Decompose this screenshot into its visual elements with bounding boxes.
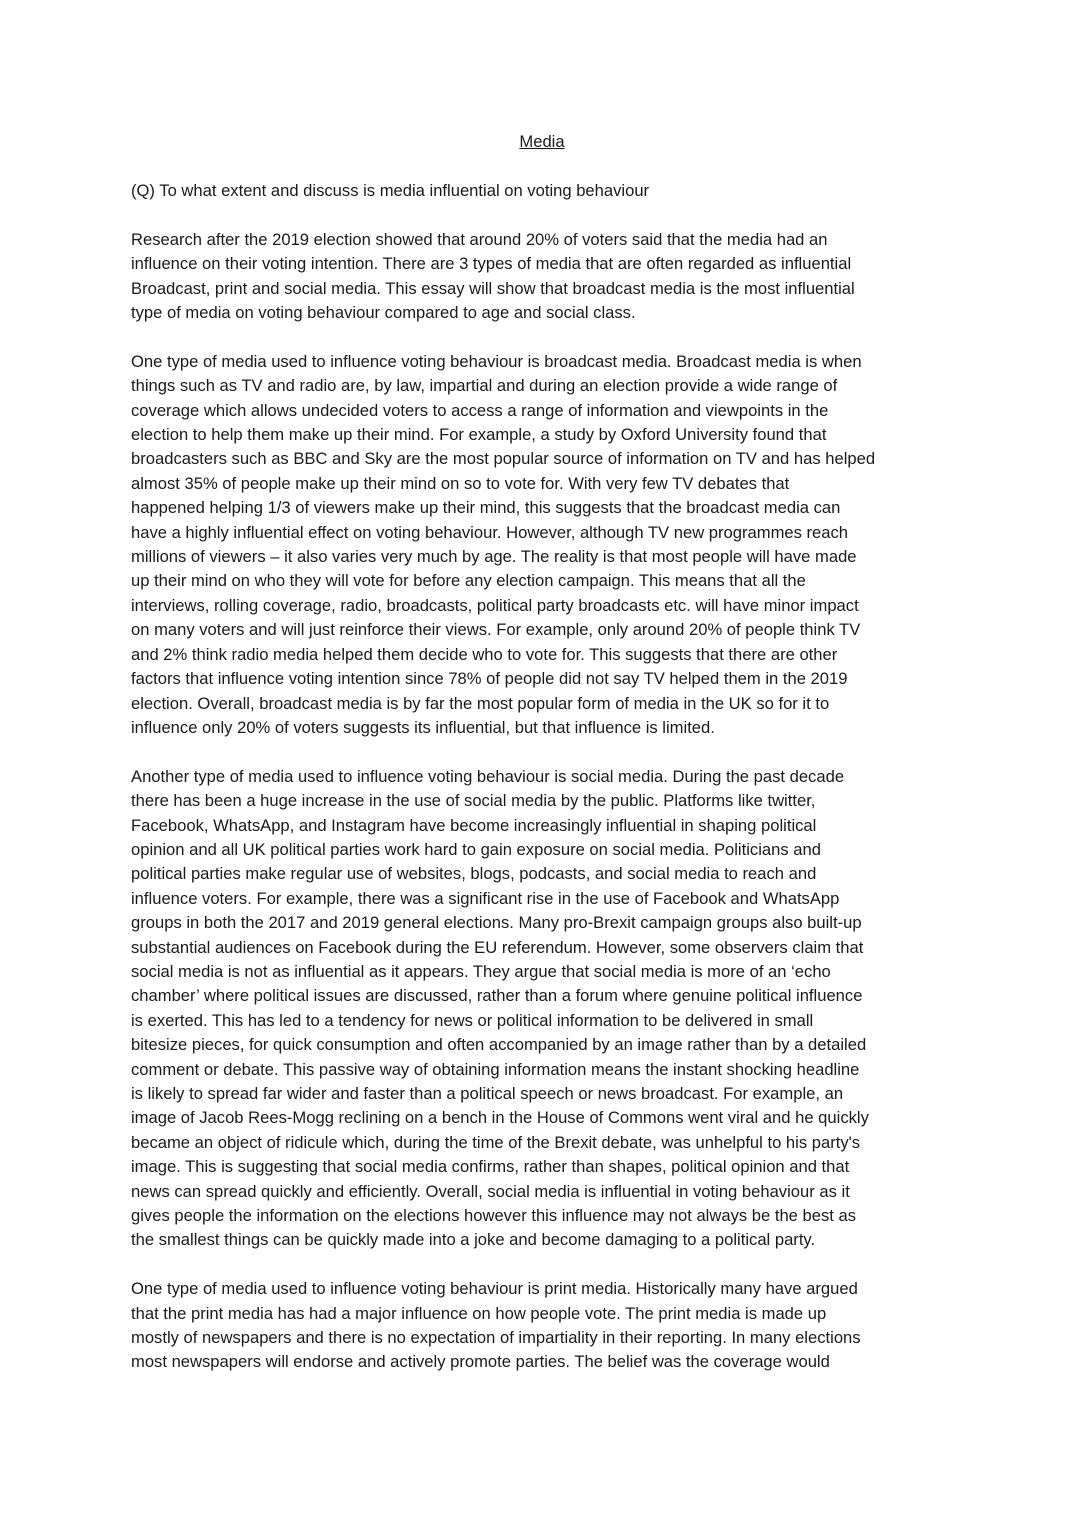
paragraph-line: image of Jacob Rees-Mogg reclining on a bench in the House of Commons went viral and he quickly xyxy=(131,1108,869,1128)
document-title: Media xyxy=(519,132,565,151)
essay-question: (Q) To what extent and discuss is media influential on voting behaviour xyxy=(131,181,650,201)
paragraph-line: social media is not as influential as it appears. They argue that social media is more of an ‘echo xyxy=(131,961,831,981)
paragraph-line: bitesize pieces, for quick consumption and often accompanied by an image rather than by a detailed xyxy=(131,1035,867,1055)
paragraph-line: Facebook, WhatsApp, and Instagram have become increasingly influential in shaping political xyxy=(131,815,817,835)
paragraph-line: and 2% think radio media helped them decide who to vote for. This suggests that there are other xyxy=(131,644,838,664)
paragraph-line: influence only 20% of voters suggests its influential, but that influence is limited. xyxy=(131,717,715,737)
essay-paragraph xyxy=(131,350,953,741)
paragraph-line: influence voters. For example, there was a significant rise in the use of Facebook and WhatsApp xyxy=(131,888,840,908)
paragraph-line: political parties make regular use of websites, blogs, podcasts, and social media to reach and xyxy=(131,864,817,884)
paragraph-line: comment or debate. This passive way of obtaining information means the instant shocking headline xyxy=(131,1059,860,1079)
paragraph-line: Research after the 2019 election showed that around 20% of voters said that the media had an xyxy=(131,229,828,249)
paragraph-line: most newspapers will endorse and actively promote parties. The belief was the coverage would xyxy=(131,1352,830,1372)
essay-paragraph xyxy=(131,765,953,1253)
document-page xyxy=(131,130,953,1399)
paragraph-line: on many voters and will just reinforce their views. For example, only around 20% of people think TV xyxy=(131,620,861,640)
paragraph-line: is likely to spread far wider and faster than a political speech or news broadcast. For example, an xyxy=(131,1084,844,1103)
paragraph-line: image. This is suggesting that social media confirms, rather than shapes, political opinion and that xyxy=(131,1157,850,1177)
essay-paragraph xyxy=(131,228,953,326)
paragraph-line: mostly of newspapers and there is no expectation of impartiality in their reporting. In many elections xyxy=(131,1328,861,1348)
paragraph-line: broadcasters such as BBC and Sky are the most popular source of information on TV and has helped xyxy=(131,449,876,469)
paragraph-line: became an object of ridicule which, during the time of the Brexit debate, was unhelpful to his party's xyxy=(131,1132,861,1152)
paragraph-line: that the print media has had a major influence on how people vote. The print media is made up xyxy=(131,1303,827,1323)
paragraph-line: up their mind on who they will vote for before any election campaign. This means that all the xyxy=(131,571,806,591)
paragraph-line: happened helping 1/3 of viewers make up their mind, this suggests that the broadcast media can xyxy=(131,498,841,518)
paragraph-line: election to help them make up their mind. For example, a study by Oxford University found that xyxy=(131,425,827,445)
paragraph-line: the smallest things can be quickly made into a joke and become damaging to a political party. xyxy=(131,1230,816,1250)
paragraph-line: Another type of media used to influence voting behaviour is social media. During the past decade xyxy=(131,766,845,786)
paragraph-line: almost 35% of people make up their mind on so to vote for. With very few TV debates that xyxy=(131,473,790,493)
paragraph-line: opinion and all UK political parties work hard to gain exposure on social media. Politicians and xyxy=(131,839,821,859)
paragraph-line: type of media on voting behaviour compared to age and social class. xyxy=(131,303,636,323)
paragraph-line: One type of media used to influence voting behaviour is broadcast media. Broadcast media is when xyxy=(131,351,862,371)
paragraph-line: One type of media used to influence voting behaviour is print media. Historically many have argued xyxy=(131,1279,858,1299)
essay-body xyxy=(131,228,953,1375)
paragraph-line: substantial audiences on Facebook during the EU referendum. However, some observers claim that xyxy=(131,937,864,957)
paragraph-line: have a highly influential effect on voting behaviour. However, although TV new programmes reach xyxy=(131,522,849,542)
paragraph-line: interviews, rolling coverage, radio, broadcasts, political party broadcasts etc. will have minor impact xyxy=(131,595,859,615)
paragraph-line: groups in both the 2017 and 2019 general elections. Many pro-Brexit campaign groups also built-up xyxy=(131,913,862,933)
paragraph-line: influence on their voting intention. There are 3 types of media that are often regarded as influential xyxy=(131,254,852,274)
essay-paragraph xyxy=(131,1277,953,1375)
paragraph-line: Broadcast, print and social media. This essay will show that broadcast media is the most influential xyxy=(131,278,855,298)
paragraph-line: is exerted. This has led to a tendency for news or political information to be delivered in small xyxy=(131,1010,814,1030)
paragraph-line: there has been a huge increase in the use of social media by the public. Platforms like twitter, xyxy=(131,791,816,811)
paragraph-line: factors that influence voting intention since 78% of people did not say TV helped them in the 2019 xyxy=(131,669,848,689)
paragraph-line: chamber’ where political issues are discussed, rather than a forum where genuine political influence xyxy=(131,986,863,1006)
paragraph-line: news can spread quickly and efficiently. Overall, social media is influential in voting behaviour as it xyxy=(131,1181,850,1201)
paragraph-line: things such as TV and radio are, by law, impartial and during an election provide a wide range of xyxy=(131,376,838,396)
paragraph-line: millions of viewers – it also varies very much by age. The reality is that most people will have made xyxy=(131,547,857,567)
paragraph-line: election. Overall, broadcast media is by far the most popular form of media in the UK so for it to xyxy=(131,693,830,713)
paragraph-line: gives people the information on the elections however this influence may not always be the best as xyxy=(131,1206,857,1226)
paragraph-line: coverage which allows undecided voters to access a range of information and viewpoints in the xyxy=(131,400,829,420)
